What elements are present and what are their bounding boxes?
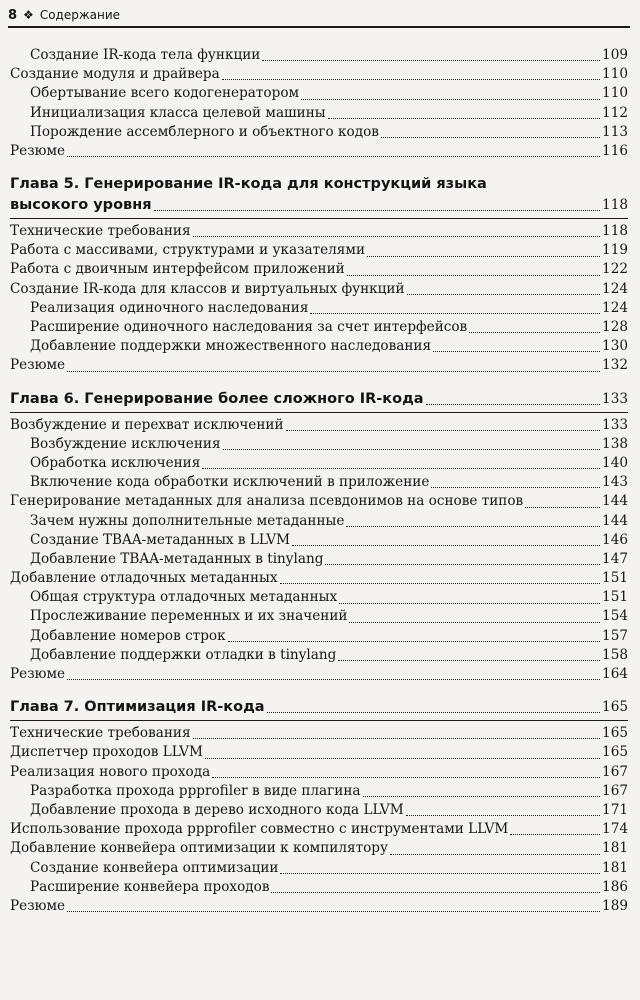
dot-leader bbox=[325, 564, 600, 565]
chapter-block bbox=[10, 697, 628, 916]
toc-entry[interactable] bbox=[10, 241, 628, 260]
toc-entry-page: 143 bbox=[602, 474, 628, 491]
toc-entry-page: 167 bbox=[602, 782, 628, 799]
toc-entry-title: Прослеживание переменных и их значений bbox=[30, 608, 348, 625]
chapter-page: 133 bbox=[602, 390, 628, 407]
chapter-title-line2: высокого уровня bbox=[10, 197, 152, 214]
toc-entry-title: Добавление поддержки множественного наследования bbox=[30, 338, 432, 355]
dot-leader bbox=[280, 873, 600, 874]
toc-entry-page: 157 bbox=[602, 627, 628, 644]
toc-entry-title: Резюме bbox=[10, 357, 66, 374]
toc-entry-title: Инициализация класса целевой машины bbox=[30, 104, 326, 121]
dot-leader bbox=[347, 275, 600, 276]
toc-entry[interactable] bbox=[10, 763, 628, 782]
dot-leader bbox=[346, 526, 600, 527]
toc-entry[interactable] bbox=[10, 512, 628, 531]
toc-entry[interactable] bbox=[10, 492, 628, 511]
toc-entry-title: Добавление прохода в дерево исходного кода LLVM bbox=[30, 801, 404, 818]
toc-entry[interactable] bbox=[10, 84, 628, 103]
toc-entry[interactable] bbox=[10, 801, 628, 820]
dot-leader bbox=[193, 236, 600, 237]
dot-leader bbox=[212, 777, 600, 778]
toc-entry-page: 181 bbox=[602, 859, 628, 876]
page-number: 8 bbox=[8, 7, 18, 23]
chapter-title: Глава 6. Генерирование более сложного IR-кода bbox=[10, 390, 424, 407]
toc-entry[interactable] bbox=[10, 897, 628, 916]
toc-entry-title: Технические требования bbox=[10, 223, 191, 240]
dot-leader bbox=[390, 854, 600, 855]
toc-entry[interactable] bbox=[10, 435, 628, 454]
toc-entry-title: Диспетчер проходов LLVM bbox=[10, 744, 203, 761]
toc-entry[interactable] bbox=[10, 569, 628, 588]
toc-entry-page: 189 bbox=[602, 897, 628, 914]
toc-entry-page: 112 bbox=[602, 104, 628, 121]
toc-entry[interactable] bbox=[10, 782, 628, 801]
chapter-title-line1: Глава 5. Генерирование IR-кода для конструкций языка bbox=[10, 176, 487, 193]
dot-leader bbox=[154, 210, 601, 211]
header-title: Содержание bbox=[39, 8, 121, 22]
dot-leader bbox=[525, 507, 600, 508]
toc-entry-page: 165 bbox=[602, 725, 628, 742]
dot-leader bbox=[338, 660, 600, 661]
toc-entry-title: Зачем нужны дополнительные метаданные bbox=[30, 512, 345, 529]
dot-leader bbox=[205, 758, 600, 759]
toc-entry[interactable] bbox=[10, 123, 628, 142]
chapter-rule bbox=[10, 412, 628, 413]
ornament-icon: ❖ bbox=[23, 8, 34, 22]
toc-entry-title: Порождение ассемблерного и объектного кодов bbox=[30, 123, 379, 140]
dot-leader bbox=[381, 137, 600, 138]
toc-entry-title: Разработка прохода ppprofiler в виде плагина bbox=[30, 782, 361, 799]
toc-entry[interactable] bbox=[10, 104, 628, 123]
toc-entry-title: Работа с массивами, структурами и указателями bbox=[10, 242, 366, 259]
dot-leader bbox=[202, 468, 600, 469]
toc-entry-page: 124 bbox=[602, 299, 628, 316]
dot-leader bbox=[67, 156, 600, 157]
toc-entry-title: Резюме bbox=[10, 666, 66, 683]
toc-entry-page: 140 bbox=[602, 454, 628, 471]
toc-entry-page: 128 bbox=[602, 319, 628, 336]
chapter-page: 165 bbox=[602, 699, 628, 716]
toc-entry-page: 164 bbox=[602, 666, 628, 683]
table-of-contents bbox=[10, 46, 628, 916]
toc-entry-title: Технические требования bbox=[10, 725, 191, 742]
dot-leader bbox=[510, 834, 600, 835]
dot-leader bbox=[67, 679, 600, 680]
toc-entry-page: 144 bbox=[602, 493, 628, 510]
dot-leader bbox=[328, 118, 600, 119]
dot-leader bbox=[223, 449, 601, 450]
dot-leader bbox=[426, 404, 600, 405]
toc-entry-title: Расширение конвейера проходов bbox=[30, 878, 270, 895]
toc-entry[interactable] bbox=[10, 65, 628, 84]
toc-entry[interactable] bbox=[10, 724, 628, 743]
dot-leader bbox=[407, 294, 601, 295]
toc-entry-page: 146 bbox=[602, 531, 628, 548]
toc-entry-title: Добавление поддержки отладки в tinylang bbox=[30, 646, 337, 663]
toc-entry[interactable] bbox=[10, 299, 628, 318]
toc-entry-page: 151 bbox=[602, 570, 628, 587]
toc-entry[interactable] bbox=[10, 356, 628, 375]
toc-entry-page: 124 bbox=[602, 280, 628, 297]
running-header bbox=[8, 4, 630, 28]
dot-leader bbox=[433, 351, 600, 352]
dot-leader bbox=[228, 641, 600, 642]
chapter-rule bbox=[10, 218, 628, 219]
toc-entry-title: Создание конвейера оптимизации bbox=[30, 859, 279, 876]
toc-entry[interactable] bbox=[10, 627, 628, 646]
toc-entry-title: Расширение одиночного наследования за счет интерфейсов bbox=[30, 319, 468, 336]
toc-entry-title: Работа с двоичным интерфейсом приложений bbox=[10, 261, 345, 278]
toc-entry-title: Резюме bbox=[10, 897, 66, 914]
dot-leader bbox=[222, 79, 600, 80]
toc-entry-title: Реализация одиночного наследования bbox=[30, 299, 309, 316]
toc-entry-title: Создание IR-кода для классов и виртуальных функций bbox=[10, 280, 405, 297]
toc-entry[interactable] bbox=[10, 859, 628, 878]
dot-leader bbox=[367, 256, 600, 257]
toc-entry-title: Создание IR-кода тела функции bbox=[30, 46, 261, 63]
toc-entry[interactable] bbox=[10, 839, 628, 858]
dot-leader bbox=[267, 712, 600, 713]
dot-leader bbox=[310, 313, 600, 314]
toc-entry-page: 116 bbox=[602, 142, 628, 159]
chapter-rule bbox=[10, 720, 628, 721]
chapter-heading[interactable] bbox=[10, 174, 628, 216]
chapter-page: 118 bbox=[602, 197, 628, 214]
toc-entry-page: 109 bbox=[602, 46, 628, 63]
toc-entry-title: Добавление TBAA-метаданных в tinylang bbox=[30, 550, 324, 567]
toc-entry-page: 181 bbox=[602, 840, 628, 857]
toc-entry-page: 167 bbox=[602, 763, 628, 780]
toc-entry-page: 118 bbox=[602, 223, 628, 240]
toc-entry-title: Создание модуля и драйвера bbox=[10, 66, 220, 83]
toc-entry-title: Реализация нового прохода bbox=[10, 763, 211, 780]
toc-entry-page: 165 bbox=[602, 744, 628, 761]
dot-leader bbox=[280, 583, 601, 584]
toc-entry-title: Возбуждение и перехват исключений bbox=[10, 416, 284, 433]
toc-entry[interactable] bbox=[10, 665, 628, 684]
toc-entry-page: 158 bbox=[602, 646, 628, 663]
dot-leader bbox=[469, 332, 600, 333]
toc-entry-page: 119 bbox=[602, 242, 628, 259]
dot-leader bbox=[406, 815, 600, 816]
toc-entry-page: 138 bbox=[602, 435, 628, 452]
chapter-heading[interactable] bbox=[10, 389, 628, 410]
toc-entry[interactable] bbox=[10, 280, 628, 299]
toc-entry-page: 154 bbox=[602, 608, 628, 625]
toc-entry[interactable] bbox=[10, 454, 628, 473]
chapter-block bbox=[10, 174, 628, 376]
dot-leader bbox=[431, 487, 600, 488]
toc-entry-title: Обработка исключения bbox=[30, 454, 201, 471]
toc-entry[interactable] bbox=[10, 878, 628, 897]
toc-entry-page: 110 bbox=[602, 66, 628, 83]
toc-entry-title: Использование прохода ppprofiler совместно с инструментами LLVM bbox=[10, 821, 509, 838]
toc-entry[interactable] bbox=[10, 820, 628, 839]
toc-entry-title: Обертывание всего кодогенератором bbox=[30, 85, 300, 102]
toc-entry-title: Добавление отладочных метаданных bbox=[10, 570, 278, 587]
dot-leader bbox=[363, 796, 601, 797]
toc-entry[interactable] bbox=[10, 46, 628, 65]
toc-entry[interactable] bbox=[10, 261, 628, 280]
dot-leader bbox=[339, 603, 600, 604]
dot-leader bbox=[193, 738, 600, 739]
toc-entry-page: 174 bbox=[602, 821, 628, 838]
toc-entry[interactable] bbox=[10, 531, 628, 550]
dot-leader bbox=[67, 371, 600, 372]
toc-entry-title: Добавление конвейера оптимизации к компилятору bbox=[10, 840, 388, 857]
toc-entry[interactable] bbox=[10, 337, 628, 356]
toc-entry-page: 122 bbox=[602, 261, 628, 278]
toc-entry-page: 144 bbox=[602, 512, 628, 529]
toc-entry-page: 151 bbox=[602, 589, 628, 606]
toc-entry-page: 171 bbox=[602, 801, 628, 818]
toc-entry-title: Общая структура отладочных метаданных bbox=[30, 589, 338, 606]
toc-entry-title: Возбуждение исключения bbox=[30, 435, 221, 452]
toc-entry-page: 130 bbox=[602, 338, 628, 355]
toc-entry-page: 113 bbox=[602, 123, 628, 140]
dot-leader bbox=[271, 892, 600, 893]
toc-entry[interactable] bbox=[10, 142, 628, 161]
toc-entry-page: 147 bbox=[602, 550, 628, 567]
toc-entry-page: 133 bbox=[602, 416, 628, 433]
toc-entry-page: 110 bbox=[602, 85, 628, 102]
toc-entry[interactable] bbox=[10, 743, 628, 762]
dot-leader bbox=[349, 622, 600, 623]
toc-entry-title: Добавление номеров строк bbox=[30, 627, 226, 644]
toc-entry[interactable] bbox=[10, 222, 628, 241]
toc-entry-title: Создание TBAA-метаданных в LLVM bbox=[30, 531, 291, 548]
dot-leader bbox=[286, 430, 601, 431]
toc-entry[interactable] bbox=[10, 550, 628, 569]
dot-leader bbox=[292, 545, 600, 546]
toc-entry-title: Генерирование метаданных для анализа псевдонимов на основе типов bbox=[10, 493, 524, 510]
dot-leader bbox=[262, 60, 600, 61]
toc-entry[interactable] bbox=[10, 318, 628, 337]
dot-leader bbox=[67, 911, 600, 912]
chapter-heading[interactable] bbox=[10, 697, 628, 718]
toc-entry[interactable] bbox=[10, 588, 628, 607]
toc-entry[interactable] bbox=[10, 646, 628, 665]
toc-entry[interactable] bbox=[10, 416, 628, 435]
dot-leader bbox=[301, 99, 600, 100]
toc-entry[interactable] bbox=[10, 608, 628, 627]
toc-entry-title: Включение кода обработки исключений в приложение bbox=[30, 474, 430, 491]
toc-entry-page: 132 bbox=[602, 357, 628, 374]
toc-entry-page: 186 bbox=[602, 878, 628, 895]
chapter-block bbox=[10, 389, 628, 685]
chapter-title: Глава 7. Оптимизация IR-кода bbox=[10, 699, 265, 716]
toc-entry[interactable] bbox=[10, 473, 628, 492]
toc-entry-title: Резюме bbox=[10, 142, 66, 159]
